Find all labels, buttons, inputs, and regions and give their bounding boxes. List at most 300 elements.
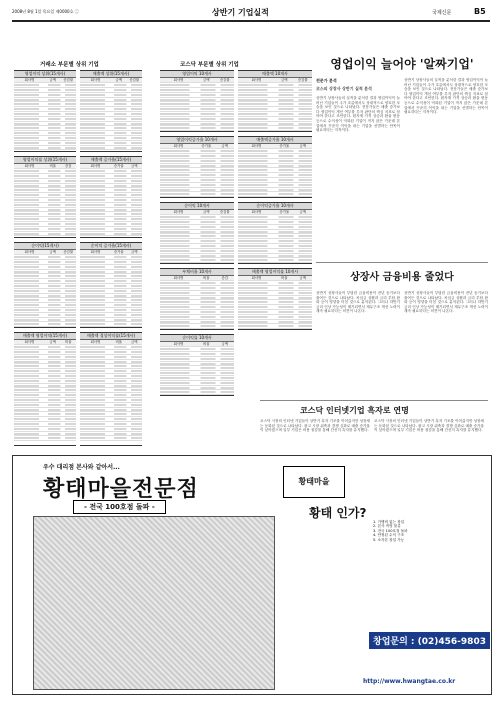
stat-table-cell-blur [14, 132, 76, 134]
stat-table-row [238, 324, 312, 329]
article-2-body-cont: 상반기 상장사들이 부담한 금융비용이 전년 동기보다 줄어든 것으로 나타났다. 차입금 상환과 금리 부담 완화 등이 영향을 미친 것으로 분석된다. 그러나 하반기 금리 인상 가능성이 제기되면서 재무구조 개선 노력이 계속 필요하다는 의견이 나온다. [404, 291, 488, 314]
stat-table-col-header: 비율 [280, 276, 288, 280]
stat-table-cell-blur [238, 99, 312, 101]
stat-table-row [160, 324, 234, 329]
stat-table [238, 202, 312, 264]
stat-table-cell-blur [238, 108, 312, 110]
article-2 [316, 262, 488, 393]
stat-table-cell-blur [160, 113, 234, 115]
stat-table-col-header: 회사명 [173, 210, 184, 214]
stat-table [238, 268, 312, 330]
stat-table-cell-blur [80, 304, 142, 306]
stat-table-cell-blur [80, 218, 142, 220]
stat-table-cell-blur [14, 423, 76, 425]
stat-table-cell-blur [80, 147, 142, 149]
stat-table-cell-blur [238, 123, 312, 125]
article-1-body: 상반기 상장사들의 실적을 분석한 결과 영업이익이 늘어난 기업들이 주가 흐름에서도 상대적으로 양호한 모습을 보인 것으로 나타났다. 전문가들은 매출 증가보다 영업이익 개선 여부를 투자 판단의 핵심 지표로 삼아야 한다고 조언한다. 원자재 가격 상승과 환율 변동 등으로 수익성이 악화된 기업이 적지 않은 가운데 본업에서 꾸준히 이익을 내는 기업을 선별하는 안목이 필요하다는 지적이다. [316, 96, 400, 133]
stat-table-col-header: 금액 [202, 78, 210, 82]
stat-table-cell-blur [160, 216, 234, 218]
stat-table-cell-blur [14, 204, 76, 206]
stat-table-cell-blur [14, 175, 76, 177]
stat-table-cell-blur [14, 319, 76, 321]
stat-table-cell-blur [160, 306, 234, 308]
stat-table-col-header: 회사명 [173, 144, 184, 148]
stat-table-cell-blur [160, 160, 234, 162]
stat-table-cell-blur [14, 370, 76, 372]
stat-table-cell-blur [238, 245, 312, 247]
stat-table-cell-blur [80, 351, 142, 353]
stat-table-cell-blur [80, 108, 142, 110]
ad-logo-text: 황태마을 [298, 477, 330, 486]
stat-table-row [80, 236, 142, 238]
stat-table-title: 순이익 증가율(15개사) [80, 243, 142, 250]
stat-table-col-header: 증감률 [129, 78, 140, 82]
stat-table-cell-blur [160, 118, 234, 120]
stat-table-cell-blur [14, 304, 76, 306]
stat-table-cell-blur [160, 193, 234, 195]
stat-table-cell-blur [80, 370, 142, 372]
stat-table-cell-blur [238, 221, 312, 223]
stat-table-col-header: 증가율 [113, 164, 124, 168]
stat-table-row [160, 390, 234, 395]
stat-table [14, 242, 76, 328]
stat-table-col-header: 회사명 [173, 342, 184, 346]
stat-table-cell-blur [160, 89, 234, 91]
stat-table-title: 순이익증가율 10개사 [238, 203, 312, 210]
stat-table-col-header: 회사명 [24, 340, 35, 344]
stat-table-cell-blur [80, 290, 142, 292]
stat-table-row [160, 126, 234, 131]
stat-table-col-header: 회사명 [251, 276, 262, 280]
stat-table-cell-blur [238, 165, 312, 167]
paper-name: 국제신문 [432, 10, 452, 16]
stat-table-cell-blur [160, 382, 234, 384]
stat-table-cell-blur [238, 84, 312, 86]
stat-table-cell-blur [80, 323, 142, 325]
stat-table-title: 매출액 상위(15개사) [80, 71, 142, 78]
stat-table-cell-blur [160, 127, 234, 129]
stat-table-cell-blur [14, 213, 76, 215]
stat-table-cell-blur [238, 193, 312, 195]
stat-table-cell-blur [14, 180, 76, 182]
stat-table-cell-blur [80, 319, 142, 321]
stat-table-cell-blur [14, 275, 76, 277]
stat-table-col-header: 증가율 [279, 144, 290, 148]
stat-table-cell-blur [80, 418, 142, 420]
article-1-headline: 영업이익 늘어야 '알짜기업' [330, 57, 474, 71]
stat-table-cell-blur [14, 189, 76, 191]
stat-table-cell-blur [160, 169, 234, 171]
ad-contact: 창업문의 : (02)456-9803 [369, 632, 490, 649]
stat-table-title: 매출액증가율 10개사 [238, 137, 312, 144]
stat-table-cell-blur [238, 179, 312, 181]
article-2-body: 상반기 상장사들이 부담한 금융비용이 전년 동기보다 줄어든 것으로 나타났다. 차입금 상환과 금리 부담 완화 등이 영향을 미친 것으로 분석된다. 그러나 하반기 금리 인상 가능성이 제기되면서 재무구조 개선 노력이 계속 필요하다는 의견이 나온다. [316, 291, 400, 314]
stat-table-cell-blur [160, 282, 234, 284]
stat-table-row [160, 192, 234, 197]
stat-table-cell-blur [80, 299, 142, 301]
stat-table-cell-blur [14, 309, 76, 311]
stat-table-cell-blur [80, 423, 142, 425]
stat-table-col-header: 회사명 [90, 250, 101, 254]
stat-table-cell-blur [14, 399, 76, 401]
stat-table-cell-blur [160, 348, 234, 350]
stat-table [238, 70, 312, 132]
stat-table-cell-blur [160, 94, 234, 96]
stat-table-cell-blur [14, 223, 76, 225]
stat-table-cell-blur [80, 103, 142, 105]
stat-table-cell-blur [238, 306, 312, 308]
ad-brand: 황태마을전문점 [43, 477, 199, 502]
stat-table-cell-blur [14, 356, 76, 358]
article-3-body: 코스닥 시장의 인터넷 기업들이 상반기 흑자 기조를 이어갔지만 성장세는 둔화된 것으로 나타났다. 광고 시장 위축과 경쟁 심화로 매출 증가율이 낮아졌으며 일부 기업은 비용 절감을 통해 간신히 흑자를 유지했다. [260, 419, 370, 433]
stat-table-cell-blur [80, 94, 142, 96]
stat-table-cell-blur [238, 113, 312, 115]
stat-table-cell-blur [80, 275, 142, 277]
stat-table-cell-blur [14, 271, 76, 273]
stat-table-cell-blur [14, 209, 76, 211]
stat-table-cell-blur [80, 399, 142, 401]
stat-table-cell-blur [14, 199, 76, 201]
stat-table-cell-blur [14, 380, 76, 382]
ad-bullets [373, 520, 485, 542]
stat-table-cell-blur [80, 194, 142, 196]
section-title: 상반기 기업실적 [212, 8, 269, 17]
stat-table-cell-blur [80, 346, 142, 348]
stat-table-title: 부채비율 10개사 [160, 269, 234, 276]
stat-table-cell-blur [14, 108, 76, 110]
stat-table-cell-blur [160, 84, 234, 86]
stat-table [160, 334, 234, 396]
stat-table-col-header: 금액 [221, 342, 229, 346]
stat-table-col-header: 금액 [49, 250, 57, 254]
stat-table-cell-blur [238, 301, 312, 303]
stat-table-cell-blur [14, 428, 76, 430]
stat-table-cell-blur [14, 433, 76, 435]
stat-table-title: 순이익률 10개사 [160, 335, 234, 342]
stat-table-title: 매출액 증가율(15개사) [80, 157, 142, 164]
stat-table-cell-blur [80, 213, 142, 215]
stat-table-cell-blur [80, 361, 142, 363]
stat-table-title: 영업이익 10개사 [160, 71, 234, 78]
stat-table-cell-blur [80, 137, 142, 139]
stat-table-cell-blur [14, 194, 76, 196]
stat-table-cell-blur [80, 385, 142, 387]
stat-table-col-header: 금액 [299, 210, 307, 214]
stat-table-col-header: 금액 [49, 78, 57, 82]
stat-table-cell-blur [80, 223, 142, 225]
article-2-headline: 상장사 금융비용 줄었다 [350, 272, 454, 283]
stat-table-cell-blur [160, 311, 234, 313]
ad-bullet: 5. 소자본 창업 가능 [373, 537, 405, 542]
stat-table-row [14, 150, 76, 152]
stat-table-cell-blur [80, 189, 142, 191]
ad-top-text: 우수 대리점 본사와 같아서... [43, 464, 120, 471]
stat-table-cell-blur [160, 250, 234, 252]
stat-table-col-header: 비율 [49, 164, 57, 168]
stat-table-cell-blur [238, 255, 312, 257]
stat-table-cell-blur [14, 89, 76, 91]
stat-table-cell-blur [14, 228, 76, 230]
stat-table-col-header: 회사명 [251, 210, 262, 214]
stat-table-cell-blur [14, 84, 76, 86]
stat-table-cell-blur [14, 137, 76, 139]
stat-table-cell-blur [14, 409, 76, 411]
stat-table-cell-blur [160, 367, 234, 369]
stat-table-cell-blur [238, 282, 312, 284]
stat-table-row [14, 236, 76, 238]
stat-table-cell-blur [238, 287, 312, 289]
advertisement [12, 455, 492, 695]
stat-table-title: 매출액 경상이익률(15개사) [80, 333, 142, 340]
stat-table-cell-blur [238, 169, 312, 171]
stat-table-cell-blur [238, 226, 312, 228]
stat-table-cell-blur [80, 89, 142, 91]
stat-table-col-header: 증가율 [201, 144, 212, 148]
stat-table-cell-blur [14, 103, 76, 105]
stat-table-cell-blur [80, 99, 142, 101]
stat-table-col-header: 증감률 [297, 78, 308, 82]
page-number: B5 [474, 7, 486, 16]
stat-table-row [14, 322, 76, 327]
stat-table-cell-blur [80, 209, 142, 211]
stat-table-cell-blur [14, 113, 76, 115]
stat-table-cell-blur [238, 259, 312, 261]
article-3-body-cont: 코스닥 시장의 인터넷 기업들이 상반기 흑자 기조를 이어갔지만 성장세는 둔화된 것으로 나타났다. 광고 시장 위축과 경쟁 심화로 매출 증가율이 낮아졌으며 일부 기업은 비용 절감을 통해 간신히 흑자를 유지했다. [374, 419, 484, 433]
stat-table-cell-blur [238, 150, 312, 152]
stat-table-cell-blur [80, 228, 142, 230]
stat-table-col-header: 회사명 [24, 78, 35, 82]
stat-table-title: 영업이익 상위(15개사) [14, 71, 76, 78]
stat-table-cell-blur [80, 170, 142, 172]
stat-table [80, 242, 142, 328]
stat-table-cell-blur [14, 375, 76, 377]
ad-url: http://www.hwangtae.co.kr [363, 678, 456, 685]
stat-table-col-header: 증가율 [113, 250, 124, 254]
stat-table-cell-blur [160, 226, 234, 228]
stat-table-row [238, 192, 312, 197]
stat-table [80, 156, 142, 238]
stat-table-cell-blur [80, 199, 142, 201]
stat-table [14, 156, 76, 238]
stat-table [238, 136, 312, 198]
stat-table-cell-blur [160, 301, 234, 303]
stat-table-col-header: 회사명 [173, 78, 184, 82]
stat-table-cell-blur [80, 118, 142, 120]
stat-table-cell-blur [14, 290, 76, 292]
ad-subtitle: - 전국 100호점 돌파 - [73, 500, 166, 514]
stat-table-cell-blur [80, 185, 142, 187]
stat-table-col-header: 증감률 [63, 250, 74, 254]
stat-table-cell-blur [160, 103, 234, 105]
stat-table-cell-blur [238, 160, 312, 162]
stat-table-cell-blur [14, 418, 76, 420]
stat-table-cell-blur [160, 287, 234, 289]
stat-table-col-header: 금액 [202, 210, 210, 214]
stat-table-cell-blur [14, 361, 76, 363]
stat-table-cell-blur [160, 316, 234, 318]
stat-table-cell-blur [14, 389, 76, 391]
ad-bullet: 2. 본사 직영 물류 [373, 524, 401, 529]
stat-table-cell-blur [80, 127, 142, 129]
stat-table-cell-blur [14, 170, 76, 172]
stat-table-cell-blur [80, 256, 142, 258]
stat-table-cell-blur [14, 299, 76, 301]
stat-table-cell-blur [14, 295, 76, 297]
article-1 [316, 40, 488, 248]
kosdaq-header: 코스닥 부문별 상위 기업 [180, 62, 239, 68]
stat-table-cell-blur [160, 321, 234, 323]
stat-table-cell-blur [14, 404, 76, 406]
stat-table-cell-blur [80, 375, 142, 377]
stat-table-col-header: 비율 [115, 340, 123, 344]
stat-table-cell-blur [238, 118, 312, 120]
stat-table-col-header: 회사명 [24, 250, 35, 254]
stat-table-cell-blur [14, 233, 76, 235]
stat-table-col-header: 금액 [280, 78, 288, 82]
stat-table-cell-blur [80, 271, 142, 273]
stat-table-cell-blur [80, 433, 142, 435]
stat-table-col-header: 비율 [64, 340, 72, 344]
stat-table-cell-blur [14, 256, 76, 258]
stat-table-cell-blur [14, 437, 76, 439]
article-1-kicker: 전문가 분석 [316, 78, 337, 83]
stat-table-cell-blur [238, 174, 312, 176]
ad-bullet: 3. 전국 100호점 돌파 [373, 528, 408, 533]
stat-table-cell-blur [80, 204, 142, 206]
stat-table-title: 순이익(15개사) [14, 243, 76, 250]
stat-table [80, 70, 142, 152]
stat-table-cell-blur [238, 311, 312, 313]
stat-table-col-header: 회사명 [24, 164, 35, 168]
stat-table-cell-blur [80, 84, 142, 86]
stat-table-title: 순이익 10개사 [160, 203, 234, 210]
stat-table-col-header: 금액 [115, 78, 123, 82]
stat-table-cell-blur [160, 387, 234, 389]
stat-table-cell-blur [160, 363, 234, 365]
stat-table-cell-blur [80, 356, 142, 358]
stat-table-cell-blur [80, 261, 142, 263]
stat-table-cell-blur [238, 292, 312, 294]
stat-table-cell-blur [160, 245, 234, 247]
stat-table-cell-blur [238, 216, 312, 218]
stat-table-cell-blur [14, 266, 76, 268]
stat-table-cell-blur [160, 189, 234, 191]
stat-table [160, 136, 234, 198]
stat-table-col-header: 증감률 [219, 78, 230, 82]
stat-table-cell-blur [14, 346, 76, 348]
stat-table-cell-blur [160, 231, 234, 233]
stat-table-cell-blur [160, 221, 234, 223]
stat-table-title: 매출액 영업이익률 10개사 [238, 269, 312, 276]
stat-table-cell-blur [14, 285, 76, 287]
stat-table-cell-blur [160, 123, 234, 125]
stat-table-cell-blur [238, 250, 312, 252]
stat-table-cell-blur [160, 174, 234, 176]
stat-table-cell-blur [80, 437, 142, 439]
stat-table-col-header: 비율 [202, 276, 210, 280]
stat-table-cell-blur [160, 391, 234, 393]
stat-table-cell-blur [14, 413, 76, 415]
stat-table-cell-blur [80, 266, 142, 268]
stat-table-cell-blur [238, 297, 312, 299]
stat-table-col-header: 금액 [221, 144, 229, 148]
stat-table-cell-blur [80, 380, 142, 382]
stat-table-cell-blur [80, 233, 142, 235]
stat-table-row [238, 258, 312, 263]
stat-table-cell-blur [238, 94, 312, 96]
stat-table-cell-blur [14, 99, 76, 101]
stat-table-cell-blur [80, 132, 142, 134]
stat-table-cell-blur [160, 165, 234, 167]
stat-table-cell-blur [14, 261, 76, 263]
stat-table-cell-blur [238, 127, 312, 129]
stat-table-cell-blur [238, 103, 312, 105]
stat-table-cell-blur [80, 280, 142, 282]
ad-logo [283, 466, 345, 498]
stat-table [80, 332, 142, 446]
stat-table-row [14, 436, 76, 441]
stat-table-cell-blur [80, 365, 142, 367]
stat-table-cell-blur [14, 394, 76, 396]
stat-table-row [238, 126, 312, 131]
stat-table-col-header: 금액 [49, 340, 57, 344]
stat-table [160, 268, 234, 330]
ad-bullet: 1. 가맹비 없는 창업 [373, 520, 405, 524]
stat-table-cell-blur [80, 413, 142, 415]
stat-table-col-header: 증감률 [219, 210, 230, 214]
stat-table-cell-blur [238, 184, 312, 186]
stat-table-cell-blur [238, 240, 312, 242]
stat-table-title: 매출액 10개사 [238, 71, 312, 78]
stat-table-cell-blur [80, 409, 142, 411]
stat-table-cell-blur [14, 323, 76, 325]
article-1-subhead: 코스피 상장사 상반기 실적 분석 [316, 86, 372, 91]
stat-table [14, 332, 76, 446]
stat-table-cell-blur [238, 325, 312, 327]
stat-table-cell-blur [14, 237, 76, 238]
stat-table-cell-blur [14, 147, 76, 149]
stat-table-cell-blur [14, 185, 76, 187]
stat-table-cell-blur [238, 316, 312, 318]
stat-table-cell-blur [80, 142, 142, 144]
stat-table-col-header: 증감 [221, 276, 229, 280]
stat-table-col-header: 회사명 [90, 78, 101, 82]
stat-table-cell-blur [80, 113, 142, 115]
stat-table-cell-blur [14, 351, 76, 353]
stat-table-col-header: 금액 [130, 164, 138, 168]
kospi-header: 거래소 부문별 상위 기업 [40, 62, 99, 68]
stat-table-col-header: 금액 [130, 250, 138, 254]
stat-table-cell-blur [80, 404, 142, 406]
stat-table-cell-blur [160, 155, 234, 157]
ad-bullet: 4. 안정된 수익 구조 [373, 533, 405, 538]
stat-table-col-header: 금액 [299, 144, 307, 148]
stat-table-cell-blur [14, 151, 76, 152]
stat-table-cell-blur [80, 309, 142, 311]
stat-table-col-header: 회사명 [251, 144, 262, 148]
stat-table-cell-blur [14, 94, 76, 96]
stat-table-cell-blur [14, 118, 76, 120]
stat-table-row [160, 258, 234, 263]
stat-table-cell-blur [238, 189, 312, 191]
stat-table-cell-blur [80, 180, 142, 182]
stat-table [160, 70, 234, 132]
masthead [12, 6, 490, 22]
stat-table-col-header: 금액 [130, 340, 138, 344]
stat-table-cell-blur [80, 314, 142, 316]
stat-table-cell-blur [160, 292, 234, 294]
stat-table-cell-blur [160, 255, 234, 257]
